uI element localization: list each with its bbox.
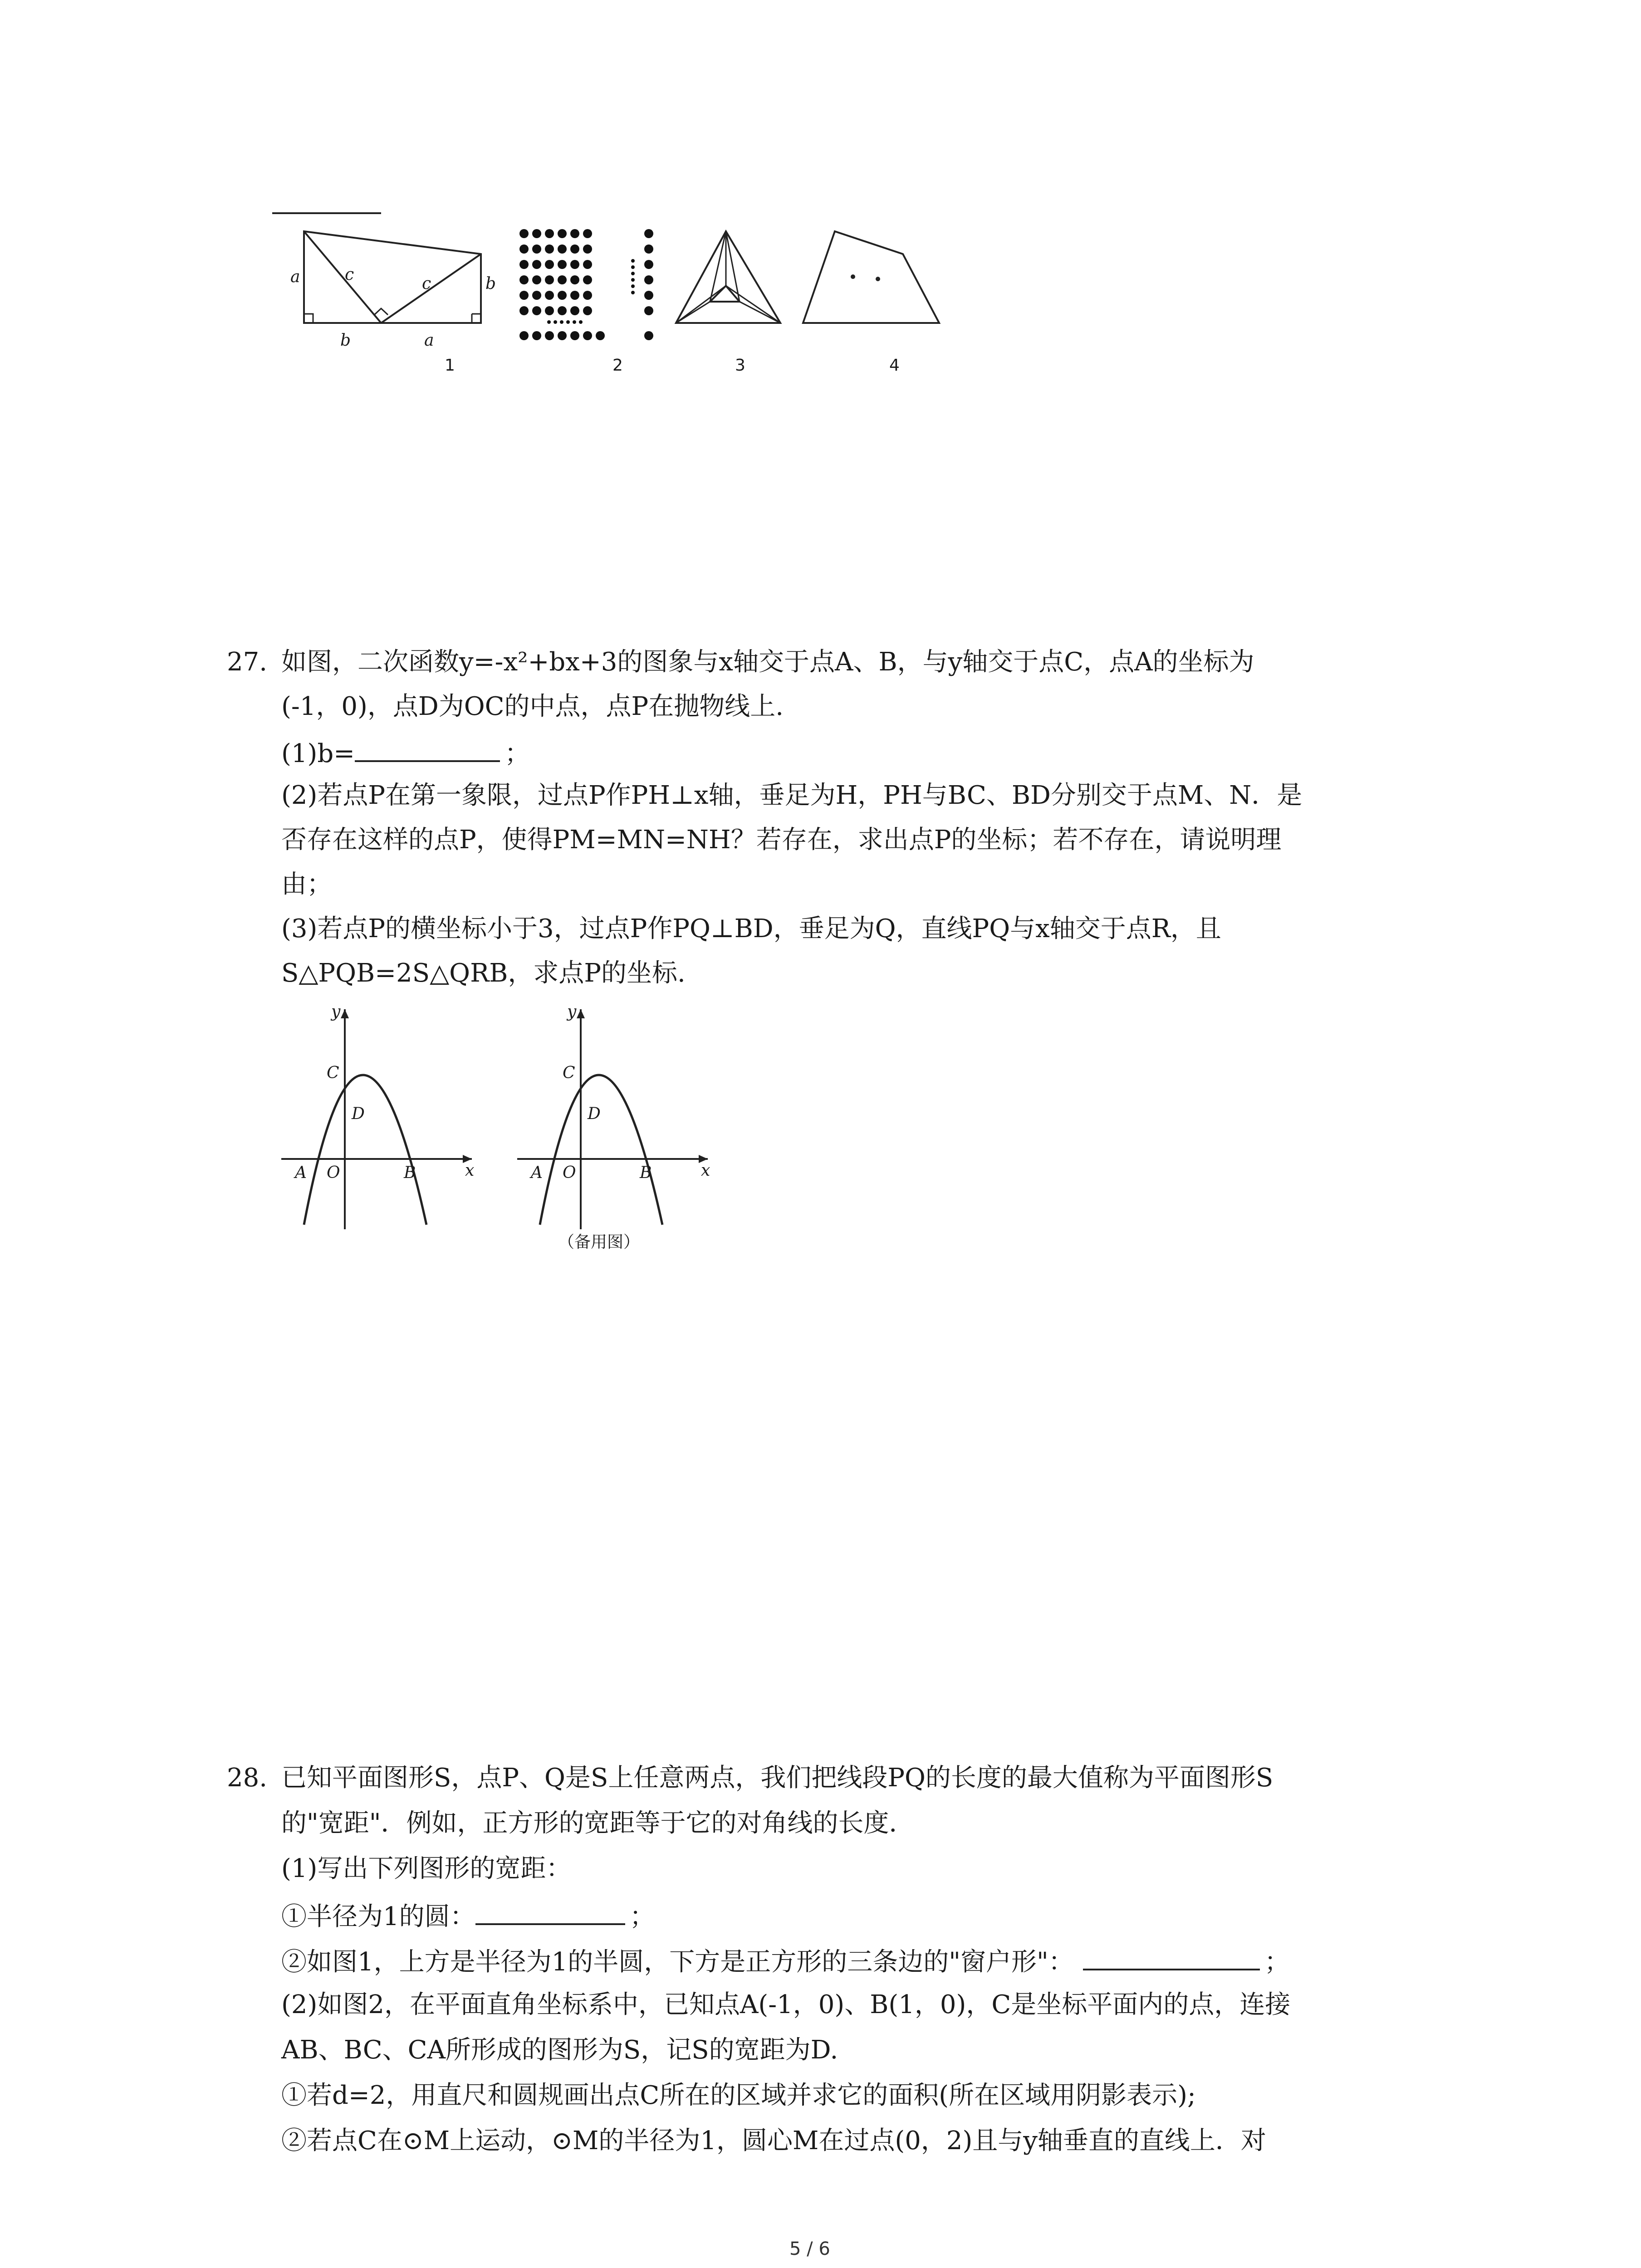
grid-dot (631, 265, 635, 269)
q27-graph2-label-d: D (588, 1105, 601, 1123)
grid-dot (558, 291, 567, 300)
q28-line-9: ②若点C在⊙M上运动，⊙M的半径为1，圆心M在过点(0，2)且与y轴垂直的直线上．对 (281, 2126, 1266, 2156)
grid-dot (545, 260, 554, 269)
fig1-label-b-bottom: b (340, 331, 351, 350)
grid-dot (558, 260, 567, 269)
grid-dot (583, 306, 592, 315)
q27-part1-answer-blank[interactable] (355, 733, 500, 762)
fig1-label-a-left: a (290, 268, 300, 286)
grid-dot (547, 320, 551, 324)
grid-dot (558, 244, 567, 254)
grid-dot (519, 229, 529, 238)
q27-graph2-label-a: A (531, 1163, 543, 1182)
q27-graph1-label-a: A (295, 1163, 307, 1182)
q27-graph2-label-o: O (563, 1163, 576, 1182)
grid-dot (566, 320, 570, 324)
grid-dot (583, 275, 592, 284)
grid-dot (560, 320, 563, 324)
q28-line-8: ①若d=2，用直尺和圆规画出点C所在的区域并求它的面积(所在区域用阴影表示); (281, 2081, 1196, 2110)
grid-dot (631, 259, 635, 263)
q28-line5-prefix: ②如图1，上方是半径为1的半圆，下方是正方形的三条边的"窗户形"： (281, 1947, 1074, 1977)
q28-line-3: (1)写出下列图形的宽距： (281, 1854, 572, 1883)
q27-graph1-label-y: y (331, 1002, 341, 1021)
q27-graph1-label-x: x (465, 1161, 475, 1180)
q28-line-1: 已知平面图形S，点P、Q是S上任意两点，我们把线段PQ的长度的最大值称为平面图形S (281, 1763, 1274, 1793)
q27-graph-backup (517, 1002, 717, 1266)
q27-part1-prefix: (1)b= (281, 739, 355, 768)
grid-dot (644, 244, 653, 254)
q27-part2-line-1: (2)若点P在第一象限，过点P作PH⊥x轴，垂足为H，PH与BC、BD分别交于点M、N．是 (281, 781, 1303, 810)
grid-dot (644, 291, 653, 300)
grid-dot (545, 306, 554, 315)
fig2-caption: 2 (612, 356, 623, 375)
grid-dot (545, 291, 554, 300)
grid-dot (558, 275, 567, 284)
grid-dot (519, 275, 529, 284)
q27-line-1: 如图，二次函数y=-x²+bx+3的图象与x轴交于点A、B，与y轴交于点C，点A的坐标为 (281, 647, 1254, 677)
grid-dot (545, 229, 554, 238)
grid-dot (583, 291, 592, 300)
fig3-caption: 3 (735, 356, 745, 375)
figure-4 (798, 227, 953, 331)
grid-dot (583, 331, 592, 340)
figure-3 (671, 227, 789, 331)
grid-dot (558, 331, 567, 340)
grid-dot (583, 229, 592, 238)
q28-line-4 (281, 1896, 655, 1935)
q27-graph2-label-y: y (567, 1002, 577, 1021)
grid-dot (519, 306, 529, 315)
page-number: 5 / 6 (789, 2239, 830, 2259)
grid-dot (532, 260, 541, 269)
fig1-label-a-bottom: a (424, 331, 434, 350)
q27-graph1-label-b: B (404, 1163, 416, 1182)
grid-dot (631, 291, 635, 294)
grid-dot (570, 331, 579, 340)
grid-dot (596, 331, 605, 340)
q28-line-2: 的"宽距"．例如，正方形的宽距等于它的对角线的长度． (281, 1809, 915, 1838)
q28-circle-answer-blank[interactable] (475, 1896, 625, 1925)
q27-backup-caption: （备用图） (558, 1233, 640, 1251)
grid-dot (532, 229, 541, 238)
fig1-label-b-right: b (485, 274, 496, 293)
grid-dot (554, 320, 557, 324)
q28-line-5 (281, 1941, 1290, 1980)
q27-part3-line-2: S△PQB=2S△QRB，求点P的坐标. (281, 958, 686, 988)
grid-dot (644, 306, 653, 315)
grid-dot (532, 244, 541, 254)
q27-graph2-label-b: B (640, 1163, 652, 1182)
grid-dot (532, 291, 541, 300)
top-figures (272, 200, 953, 390)
grid-dot (631, 272, 635, 275)
grid-dot (631, 284, 635, 288)
q28-line4-suffix: ； (629, 1902, 655, 1931)
q28-line5-suffix: ； (1264, 1947, 1290, 1977)
grid-dot (532, 331, 541, 340)
q27-graph1-label-d: D (352, 1105, 365, 1123)
q28-line4-prefix: ①半径为1的圆： (281, 1902, 475, 1931)
fig1-label-c-left: c (345, 265, 354, 284)
grid-dot (644, 229, 653, 238)
figure-2 (517, 227, 662, 345)
q27-part2-line-2: 否存在这样的点P，使得PM=MN=NH？若存在，求出点P的坐标；若不存在，请说明理 (281, 825, 1282, 855)
grid-dot (570, 275, 579, 284)
grid-dot (545, 331, 554, 340)
grid-dot (570, 244, 579, 254)
grid-dot (558, 229, 567, 238)
grid-dot (532, 275, 541, 284)
grid-dot (644, 260, 653, 269)
q27-line-2: (-1，0)，点D为OC的中点，点P在抛物线上. (281, 692, 784, 721)
grid-dot (532, 306, 541, 315)
grid-dot (570, 291, 579, 300)
fig1-caption: 1 (445, 356, 455, 375)
grid-dot (519, 244, 529, 254)
fig4-caption: 4 (889, 356, 900, 375)
q28-window-answer-blank[interactable] (1083, 1941, 1260, 1970)
q27-graph2-label-x: x (701, 1161, 710, 1180)
grid-dot (644, 275, 653, 284)
q28-line-6: (2)如图2，在平面直角坐标系中，已知点A(-1，0)、B(1，0)，C是坐标平面内的点，连接 (281, 1990, 1291, 2019)
grid-dot (519, 291, 529, 300)
grid-dot (570, 260, 579, 269)
q28-number: 28. (227, 1763, 268, 1793)
grid-dot (631, 278, 635, 282)
q27-graph-main (281, 1002, 481, 1229)
q27-graph1-label-o: O (327, 1163, 340, 1182)
q27-part3-line-1: (3)若点P的横坐标小于3，过点P作PQ⊥BD，垂足为Q，直线PQ与x轴交于点R，且 (281, 914, 1221, 943)
grid-dot (579, 320, 583, 324)
grid-dot (583, 244, 592, 254)
q27-part1-suffix: ； (505, 739, 530, 768)
grid-dot (558, 306, 567, 315)
grid-dot (644, 331, 653, 340)
q27-graph1-label-c: C (327, 1064, 339, 1082)
fig1-label-c-right: c (422, 274, 431, 293)
figure-1 (272, 200, 508, 390)
q28-line-7: AB、BC、CA所形成的图形为S，记S的宽距为D. (281, 2035, 838, 2065)
grid-dot (570, 229, 579, 238)
grid-dot (545, 275, 554, 284)
grid-dot (545, 244, 554, 254)
q27-part2-line-3: 由； (281, 870, 332, 899)
grid-dot (583, 260, 592, 269)
grid-dot (573, 320, 576, 324)
grid-dot (519, 260, 529, 269)
grid-dot (519, 331, 529, 340)
grid-dot (570, 306, 579, 315)
q27-part1 (281, 733, 530, 772)
q27-graph2-label-c: C (563, 1064, 575, 1082)
q27-number: 27. (227, 647, 268, 677)
